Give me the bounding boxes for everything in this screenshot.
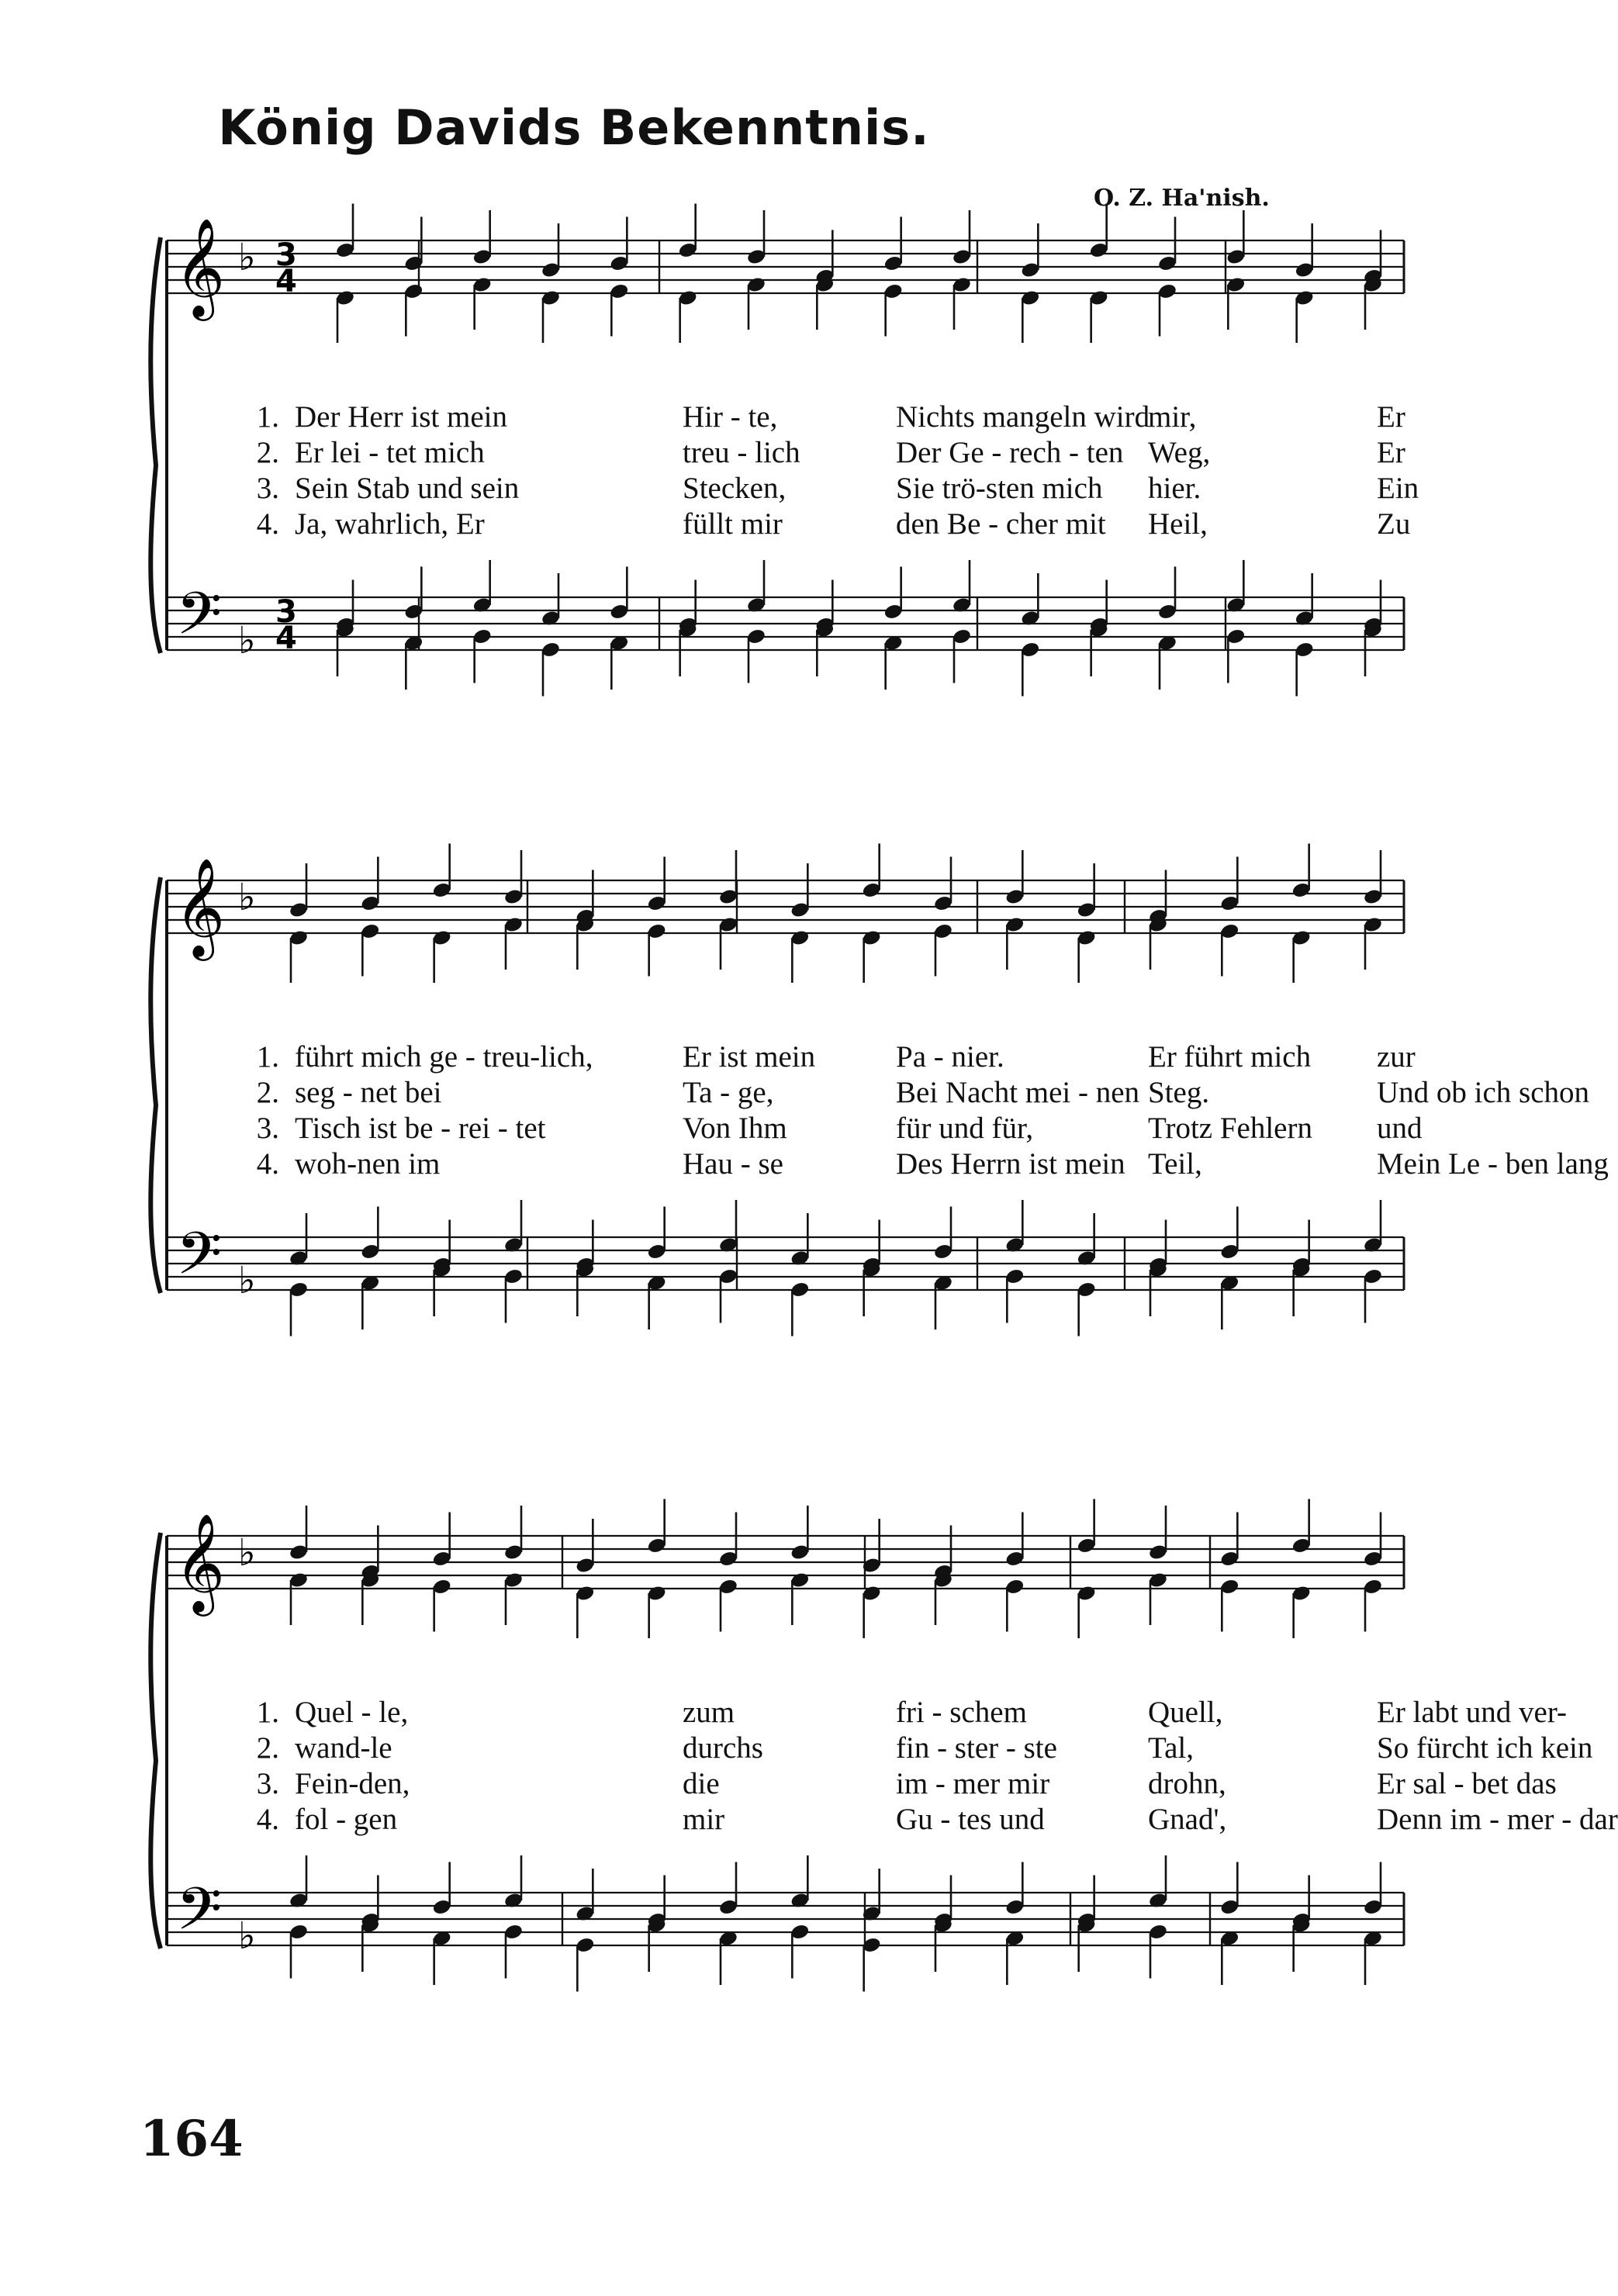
lyric-segment: Steg.	[1148, 1076, 1210, 1109]
verse-number: 1.	[256, 1696, 279, 1729]
lyric-segment: fol - gen	[295, 1803, 398, 1836]
lyric-segment: Bei Nacht mei - nen	[896, 1076, 1140, 1109]
treble-time-sig-top: 3	[275, 237, 297, 273]
verse-number: 2.	[256, 436, 279, 469]
system-brace	[150, 237, 161, 653]
system-brace	[150, 1533, 161, 1948]
lyric-segment: wand-le	[295, 1731, 392, 1765]
lyric-segment: Nichts mangeln wird	[896, 400, 1150, 434]
lyric-line	[240, 1695, 1568, 1731]
lyric-segment: fin - ster - ste	[896, 1731, 1057, 1765]
lyric-segment: Stecken,	[683, 472, 787, 505]
lyric-line	[240, 507, 1411, 542]
treble-time-sig-bottom: 4	[275, 264, 297, 299]
treble-clef-icon: 𝄞	[175, 217, 226, 316]
flat-icon: ♭	[238, 876, 256, 919]
lyric-segment: Trotz Fehlern	[1148, 1112, 1312, 1145]
flat-icon: ♭	[238, 619, 256, 662]
verse-number: 3.	[256, 1112, 279, 1145]
lyric-segment: So fürcht ich kein	[1377, 1731, 1593, 1765]
bass-time-sig-top: 3	[275, 594, 297, 630]
lyric-line	[240, 1731, 1593, 1766]
lyric-segment: und	[1377, 1112, 1423, 1145]
lyric-segment: Er ist mein	[683, 1040, 816, 1074]
lyric-segment: Sein Stab und sein	[295, 472, 520, 505]
verse-number: 1.	[256, 1040, 279, 1074]
lyric-segment: führt mich ge - treu-lich,	[295, 1040, 593, 1074]
lyric-line	[240, 471, 1419, 507]
verse-number: 4.	[256, 1147, 279, 1181]
lyric-segment: Sie trö-sten mich	[896, 472, 1103, 505]
lyric-segment: den Be - cher mit	[896, 507, 1106, 541]
lyric-segment: Er sal - bet das	[1377, 1767, 1557, 1800]
lyric-segment: Gu - tes und	[896, 1803, 1045, 1836]
lyric-segment: seg - net bei	[295, 1076, 442, 1109]
lyric-segment: die	[683, 1767, 720, 1800]
lyric-segment: Teil,	[1148, 1147, 1202, 1181]
lyric-segment: für und für,	[896, 1112, 1034, 1145]
lyric-segment: Er labt und ver-	[1377, 1696, 1568, 1729]
lyric-segment: woh-nen im	[295, 1147, 441, 1181]
lyric-segment: fri - schem	[896, 1696, 1027, 1729]
flat-icon: ♭	[238, 236, 256, 279]
lyric-segment: Der Ge - rech - ten	[896, 436, 1124, 469]
lyric-segment: Quel - le,	[295, 1696, 409, 1729]
verse-number: 4.	[256, 507, 279, 541]
flat-icon: ♭	[238, 1259, 256, 1302]
lyric-segment: treu - lich	[683, 436, 800, 469]
verse-number: 3.	[256, 472, 279, 505]
lyric-line	[240, 399, 1404, 435]
lyric-segment: Ein	[1377, 472, 1419, 505]
lyric-segment: mir,	[1148, 400, 1197, 434]
composer-credit: O. Z. Ha'nish.	[1094, 185, 1270, 212]
hymn-title: König Davids Bekenntnis.	[218, 99, 930, 156]
lyric-segment: füllt mir	[683, 507, 783, 541]
flat-icon: ♭	[238, 1531, 256, 1575]
lyric-segment: Von Ihm	[683, 1112, 787, 1145]
bass-clef-icon: 𝄢	[176, 1875, 223, 1958]
lyric-segment: Hau - se	[683, 1147, 783, 1181]
music-system-3	[0, 1513, 1618, 2025]
flat-icon: ♭	[238, 1914, 256, 1958]
lyric-segment: Ja, wahrlich, Er	[295, 507, 485, 541]
treble-clef-icon: 𝄞	[175, 857, 226, 956]
lyric-segment: drohn,	[1148, 1767, 1226, 1800]
treble-clef-icon: 𝄞	[175, 1513, 226, 1612]
system-brace	[150, 877, 161, 1293]
lyric-segment: Er	[1377, 436, 1405, 469]
lyric-segment: Des Herrn ist mein	[896, 1147, 1125, 1181]
lyric-segment: Der Herr ist mein	[295, 400, 507, 434]
lyric-line	[240, 435, 1404, 471]
lyric-segment: Pa - nier.	[896, 1040, 1004, 1074]
verse-number: 3.	[256, 1767, 279, 1800]
lyric-segment: Heil,	[1148, 507, 1208, 541]
lyric-line	[240, 1039, 1416, 1075]
verse-number: 2.	[256, 1076, 279, 1109]
lyric-segment: Mein Le - ben lang	[1377, 1147, 1609, 1181]
lyric-segment: Hir - te,	[683, 400, 778, 434]
verse-number: 1.	[256, 400, 279, 434]
verse-number: 4.	[256, 1803, 279, 1836]
lyric-segment: Ta - ge,	[683, 1076, 774, 1109]
lyric-segment: hier.	[1148, 472, 1201, 505]
lyric-segment: Gnad',	[1148, 1803, 1227, 1836]
lyric-segment: Tal,	[1148, 1731, 1194, 1765]
verse-number: 2.	[256, 1731, 279, 1765]
music-system-2	[0, 857, 1609, 1369]
lyric-segment: Und ob ich schon	[1377, 1076, 1590, 1109]
lyric-segment: Er	[1377, 400, 1405, 434]
lyric-segment: zum	[683, 1696, 735, 1729]
lyric-segment: Denn im - mer - dar	[1377, 1803, 1618, 1836]
bass-clef-icon: 𝄢	[176, 1219, 223, 1302]
lyric-segment: durchs	[683, 1731, 763, 1765]
lyric-line	[240, 1766, 1557, 1802]
music-system-1	[0, 217, 1567, 729]
lyric-segment: Fein-den,	[295, 1767, 410, 1800]
lyric-segment: Zu	[1377, 507, 1411, 541]
lyric-line	[240, 1802, 1618, 1838]
lyric-segment: Tisch ist be - rei - tet	[295, 1112, 546, 1145]
lyric-line	[240, 1075, 1590, 1111]
bass-time-sig-bottom: 4	[275, 621, 297, 656]
page-number: 164	[140, 2110, 244, 2168]
lyric-line	[240, 1146, 1609, 1182]
bass-clef-icon: 𝄢	[176, 579, 223, 662]
lyric-segment: im - mer mir	[896, 1767, 1050, 1800]
lyric-segment: Weg,	[1148, 436, 1211, 469]
lyric-segment: mir	[683, 1803, 725, 1836]
lyric-segment: Er lei - tet mich	[295, 436, 485, 469]
lyric-segment: Quell,	[1148, 1696, 1223, 1729]
lyric-segment: zur	[1377, 1040, 1416, 1074]
lyric-segment: Er führt mich	[1148, 1040, 1312, 1074]
lyric-line	[240, 1111, 1423, 1146]
